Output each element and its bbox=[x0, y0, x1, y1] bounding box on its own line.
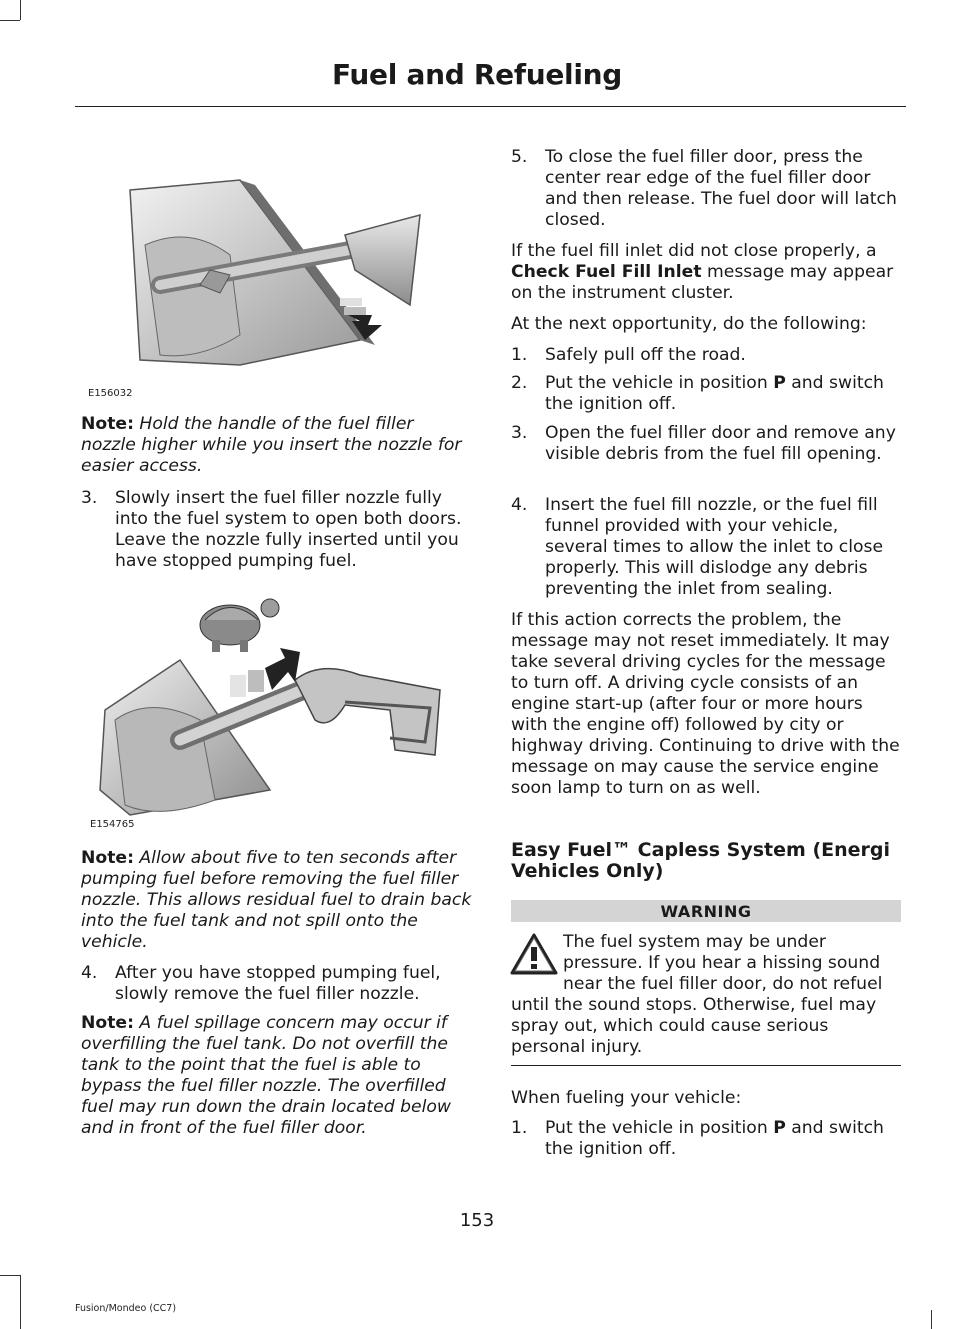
section-heading bbox=[511, 840, 901, 882]
step-3 bbox=[81, 488, 473, 572]
figure-id: E156032 bbox=[88, 388, 133, 399]
para-text: message may appear on the instrument cluster. bbox=[511, 262, 894, 303]
paragraph bbox=[511, 241, 901, 304]
warning-rule bbox=[511, 1065, 901, 1066]
paragraph bbox=[511, 610, 901, 799]
step-text: To close the fuel filler door, press the center rear edge of the fuel filler door and then release. The fuel door will latch closed. bbox=[545, 147, 897, 230]
step-text: After you have stopped pumping fuel, slowly remove the fuel filler nozzle. bbox=[115, 963, 441, 1004]
section-heading-text: Easy Fuel™ Capless System (Energi Vehicles Only) bbox=[511, 839, 890, 882]
note-label: Note: bbox=[81, 414, 134, 434]
step-number: 3. bbox=[81, 488, 98, 508]
paragraph bbox=[511, 314, 901, 335]
fuel-nozzle-insert-image bbox=[90, 165, 470, 385]
list-item bbox=[511, 495, 901, 600]
fuel-nozzle-insert-illustration bbox=[90, 165, 470, 385]
note-block bbox=[81, 848, 473, 953]
title-rule bbox=[75, 106, 906, 107]
step-4 bbox=[81, 963, 473, 1005]
list-item bbox=[511, 345, 901, 366]
warning-text: The fuel system may be under pressure. If you hear a hissing sound near the fuel filler door, do not refuel until the sound stops. Otherwise, fuel may spray out, which could cause serious personal injury. bbox=[511, 932, 883, 1057]
list-item bbox=[511, 1118, 901, 1160]
warning-body bbox=[511, 932, 901, 1058]
page-title: Fuel and Refueling bbox=[331, 58, 623, 91]
crop-mark bbox=[931, 1310, 932, 1329]
step-number: 2. bbox=[511, 373, 528, 393]
step-5 bbox=[511, 147, 901, 231]
gear-position: P bbox=[773, 373, 786, 393]
note-label: Note: bbox=[81, 1013, 134, 1033]
turtle-icon bbox=[200, 599, 279, 652]
fuel-nozzle-remove-illustration bbox=[90, 590, 470, 820]
step-number: 3. bbox=[511, 423, 528, 443]
step-number: 5. bbox=[511, 147, 528, 167]
step-number: 4. bbox=[81, 963, 98, 983]
para-text: If this action corrects the problem, the message may not reset immediately. It may take several driving cycles for the message to turn off. A driving cycle consists of an engine start-up (after four or more hours with the engine off) followed by city or highway driving. Continuing to drive with the message on may cause the service engine soon lamp to turn on as well. bbox=[511, 610, 900, 798]
step-text: Slowly insert the fuel filler nozzle fully into the fuel system to open both doors. Leave the nozzle fully inserted until you have stopped pumping fuel. bbox=[115, 488, 462, 571]
step-text: Put the vehicle in position bbox=[545, 1118, 774, 1138]
crop-mark bbox=[20, 1275, 21, 1329]
crop-mark bbox=[0, 1275, 20, 1276]
footer-model: Fusion/Mondeo (CC7) bbox=[75, 1303, 177, 1314]
note-text: Hold the handle of the fuel filler nozzle higher while you insert the nozzle for easier access. bbox=[81, 414, 462, 476]
fuel-nozzle-remove-image bbox=[90, 590, 470, 820]
step-text: Open the fuel filler door and remove any visible debris from the fuel fill opening. bbox=[545, 423, 896, 464]
step-text: Safely pull off the road. bbox=[545, 345, 746, 365]
list-item bbox=[511, 423, 901, 465]
note-text: Allow about five to ten seconds after pumping fuel before removing the fuel filler nozzle. This allows residual fuel to drain back into the fuel tank and not spill onto the vehicle. bbox=[81, 848, 472, 952]
note-block bbox=[81, 1013, 473, 1139]
step-number: 1. bbox=[511, 345, 528, 365]
warning-label: WARNING bbox=[511, 900, 901, 922]
warning-box bbox=[511, 900, 901, 1066]
note-2 bbox=[81, 848, 473, 953]
step-text: and switch the ignition off. bbox=[545, 1118, 884, 1159]
message-name: Check Fuel Fill Inlet bbox=[511, 262, 702, 282]
note-1 bbox=[81, 414, 473, 477]
note-3 bbox=[81, 1013, 473, 1139]
step-number: 4. bbox=[511, 495, 528, 515]
warning-triangle-icon bbox=[509, 932, 561, 976]
step-text: and switch the ignition off. bbox=[545, 373, 884, 414]
step-number: 1. bbox=[511, 1118, 528, 1138]
list-item bbox=[511, 373, 901, 415]
page-number: 153 bbox=[459, 1210, 495, 1231]
crop-mark bbox=[0, 20, 20, 21]
note-label: Note: bbox=[81, 848, 134, 868]
step-text: Put the vehicle in position bbox=[545, 373, 774, 393]
para-text: When fueling your vehicle: bbox=[511, 1088, 742, 1108]
gear-position: P bbox=[773, 1118, 786, 1138]
paragraph bbox=[511, 1088, 901, 1109]
step-text: Insert the fuel fill nozzle, or the fuel fill funnel provided with your vehicle, several times to allow the inlet to close properly. This will dislodge any debris preventing the inlet from sealing. bbox=[545, 495, 884, 599]
note-text: A fuel spillage concern may occur if overfilling the fuel tank. Do not overfill the tank to the point that the fuel is able to bypass the fuel filler nozzle. The overfilled fuel may run down the drain located below and in front of the fuel filler door. bbox=[81, 1013, 451, 1138]
para-text: At the next opportunity, do the following: bbox=[511, 314, 867, 334]
figure-id: E154765 bbox=[90, 819, 135, 830]
note-block bbox=[81, 414, 473, 477]
para-text: If the fuel fill inlet did not close properly, a bbox=[511, 241, 877, 261]
crop-mark bbox=[20, 0, 21, 20]
